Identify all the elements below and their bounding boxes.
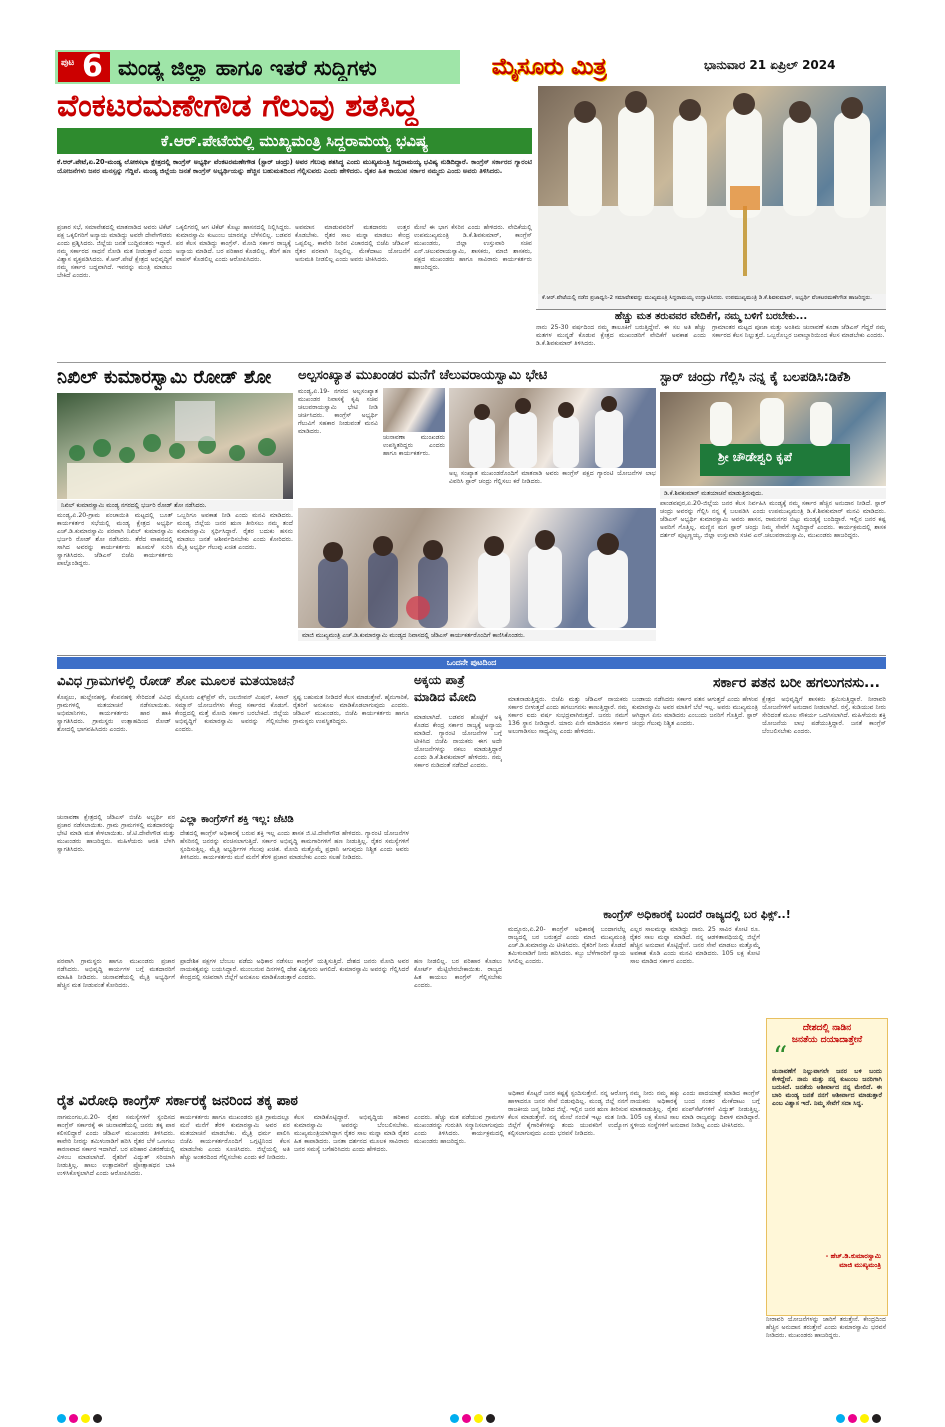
- govt-col2: ಬಂಡಾಯ ನಡೆಸಿದರು ಸರ್ಕಾರ ಪತನ ಆಗುತ್ತದೆ ಎಂದು ಹೇಳುವ ಕುಮಾರಸ್ವಾಮಿ ಅವರ ಮಾತಿಗೆ ಬೆಲೆ ಇಲ್ಲ. ಅವರು ಮುಖ್ಯಮಂತ್ರಿ ಆಗಿದ್ದಾಗ ಏನು ಮಾಡಿದರು ಎಂಬುದು ಜನರಿಗೆ ಗೊತ್ತಿದೆ. ಸ್ಟಾರ್ ಚಂದ್ರು ಗೆಲುವು ನಿಶ್ಚಿತ ಎಂದರು.: [632, 696, 758, 727]
- lead-intro-text: ಕೆ.ಆರ್.ಪೇಟೆ,ಏ.20-ಮಂಡ್ಯ ಲೋಕಸಭಾ ಕ್ಷೇತ್ರದಲ್ಲಿ ಕಾಂಗ್ರೆಸ್ ಅಭ್ಯರ್ಥಿ ವೆಂಕಟರಮಣೇಗೌಡ (ಸ್ಟಾರ್ ಚಂದ್ರು) ಅವರ ಗೆಲುವು ಶತಸಿದ್ಧ ಎಂದು ಮುಖ್ಯಮಂತ್ರಿ ಸಿದ್ದರಾಮಯ್ಯ ಭವಿಷ್ಯ ನುಡಿದಿದ್ದಾರೆ.: [57, 158, 469, 166]
- power-headline: ಕಾಂಗ್ರೆಸ್ ಅಧಿಕಾರಕ್ಕೆ ಬಂದರೆ ರಾಜ್ಯದಲ್ಲಿ ಬರ ಫಿಕ್ಸ್..!: [603, 908, 791, 921]
- farmer-col2: ಕಾರ್ಯಕರ್ತರು ಹಾಗೂ ಮುಖಂಡರು ಪ್ರತಿ ಗ್ರಾಮದಲ್ಲೂ ಮನೆ ಮನೆಗೆ ತೆರಳಿ ಕುಮಾರಸ್ವಾಮಿ ಅವರ ಪರ ಮತಯಾಚನೆ ಮಾಡಬೇಕು. ಮೈತ್ರಿ ಧರ್ಮ ಪಾಲಿಸಿ ಬಿಜೆಪಿ ಕಾರ್ಯಕರ್ತರೊಂದಿಗೆ ಒಗ್ಗಟ್ಟಿನಿಂದ ಕೆಲಸ ಮಾಡಬೇಕು ಎಂದು ಸೂಚಿಸಿದರು. ಜಿಲ್ಲೆಯಲ್ಲಿ ಅತಿ ಹೆಚ್ಚು ಅಂತರದಿಂದ ಗೆಲ್ಲಿಸಬೇಕು ಎಂದು ಕರೆ ನೀಡಿದರು.: [180, 1114, 290, 1161]
- lead-body-col4: ಮೇಲೆ ಈ ಭಾಗ ಕೆಸರಿನ ಎಂದು ಹೇಳಿದರು. ವೇದಿಕೆಯಲ್ಲಿ ಉಪಮುಖ್ಯಮಂತ್ರಿ ಡಿ.ಕೆ.ಶಿವಕುಮಾರ್, ಕಾಂಗ್ರೆಸ್ ಮುಖಂಡರು, ಜಿಲ್ಲಾ ಉಸ್ತುವಾರಿ ಸಚಿವ ಎನ್.ಚಲುವರಾಯಸ್ವಾಮಿ, ಶಾಸಕರು, ಮಾಜಿ ಶಾಸಕರು, ಪಕ್ಷದ ಮುಖಂಡರು ಹಾಗೂ ಸಾವಿರಾರು ಕಾರ್ಯಕರ್ತರು ಹಾಜರಿದ್ದರು.: [414, 224, 532, 271]
- continued-bar: [57, 657, 886, 669]
- lead-subhead: ಕೆ.ಆರ್.ಪೇಟೆಯಲ್ಲಿ ಮುಖ್ಯಮಂತ್ರಿ ಸಿದ್ದರಾಮಯ್ಯ ಭವಿಷ್ಯ: [160, 132, 429, 150]
- section-title: ಮಂಡ್ಯ ಜಿಲ್ಲಾ ಹಾಗೂ ಇತರೆ ಸುದ್ದಿಗಳು: [118, 56, 377, 80]
- visit-photo: [449, 388, 656, 468]
- divider: [57, 655, 886, 656]
- continued-label: ಒಂದನೇ ಪುಟದಿಂದ: [446, 658, 497, 667]
- govt-headline: ಸರ್ಕಾರ ಪತನ ಬರೀ ಹಗಲುಗನಸು...: [712, 675, 880, 691]
- akkaya-headline-line1: ಅಕ್ಕಯ ಪಾತ್ರೆ: [414, 673, 465, 687]
- visit-col1: ಮಂಡ್ಯ,ಏ.19- ನಗರದ ಅಲ್ಪಸಂಖ್ಯಾತ ಮುಖಂಡರ ನಿವಾಸಕ್ಕೆ ಕೃಷಿ ಸಚಿವ ಚಲುವರಾಯಸ್ವಾಮಿ ಭೇಟಿ ನೀಡಿ ಚರ್ಚಿಸಿದರು. ಕಾಂಗ್ರೆಸ್ ಅಭ್ಯರ್ಥಿ ಗೆಲುವಿಗೆ ಸಹಕಾರ ನೀಡುವಂತೆ ಮನವಿ ಮಾಡಿದರು.: [298, 388, 378, 435]
- visit-group: [449, 388, 656, 468]
- lead-photo-caption: ಕೆ.ಆರ್.ಪೇಟೆಯಲ್ಲಿ ನಡೆದ ಪ್ರಜಾಧ್ವನಿ-2 ಸಮಾವೇಶವನ್ನು ಮುಖ್ಯಮಂತ್ರಿ ಸಿದ್ದರಾಮಯ್ಯ ಉದ್ಘಾಟಿಸಿದರು. ಉಪಮುಖ್ಯಮಂತ್ರಿ ಡಿ.ಕೆ.ಶಿವಕುಮಾರ್, ಅಭ್ಯರ್ಥಿ ವೆಂಕಟರಮಣೇಗೌಡ ಹಾಜರಿದ್ದರು.: [538, 294, 886, 310]
- farmer-col3: ಕೆಲಸ ಮಾಡಿಕೊಟ್ಟಿದ್ದಾರೆ. ಅಭಿವೃದ್ಧಿಯ ಹರಿಕಾರ ಕುಮಾರಸ್ವಾಮಿ ಅವರನ್ನು ಬೆಂಬಲಿಸಬೇಕು. ಮುಖ್ಯಮಂತ್ರಿಯಾಗಿದ್ದಾಗ ರೈತರ ಸಾಲ ಮನ್ನಾ ಮಾಡಿ ರೈತರ ಹಿತ ಕಾಪಾಡಿದರು. ಜನತಾ ದರ್ಶನದ ಮೂಲಕ ಸಾವಿರಾರು ಜನರ ಸಮಸ್ಯೆ ಬಗೆಹರಿಸಿದರು ಎಂದು ಹೇಳಿದರು.: [294, 1114, 409, 1153]
- star-stage: [660, 392, 886, 486]
- farmer-headline: ರೈತ ವಿರೋಧಿ ಕಾಂಗ್ರೆಸ್ ಸರ್ಕಾರಕ್ಕೆ ಜನರಿಂದ ತಕ್ಕ ಪಾಠ: [57, 1093, 298, 1109]
- roadshow-col2: ಒಬ್ಬರಿಗೂ ಅವಕಾಶ ನೀಡಿ ಎಂದು ಮನವಿ ಮಾಡಿದರು. ಮಂಡ್ಯ ಜಿಲ್ಲೆಯ ಜನರ ಋಣ ತೀರಿಸಲು ನಮ್ಮ ತಂದೆ ಕುಮಾರಸ್ವಾಮಿ ಸ್ಪರ್ಧಿಸಿದ್ದಾರೆ. ರೈತರ ಬದುಕು ಹಸನು ಮಾಡಲು ಜನತೆ ಆಶೀರ್ವದಿಸಬೇಕು ಎಂದು ಕೋರಿದರು. ಮೈತ್ರಿ ಅಭ್ಯರ್ಥಿ ಗೆಲುವು ಖಚಿತ ಎಂದರು.: [177, 512, 293, 551]
- akkaya-body: ಮಾಡಲಾಗಿದೆ. ಬಡವರ ಹೊಟ್ಟೆಗೆ ಅಕ್ಕಿ ಕೊಡದ ಕೇಂದ್ರ ಸರ್ಕಾರ ರಾಜ್ಯಕ್ಕೆ ಅನ್ಯಾಯ ಮಾಡಿದೆ. ಗ್ಯಾರಂಟಿ ಯೋಜನೆಗಳ ಬಗ್ಗೆ ಟೀಕಿಸಿದ ಬಿಜೆಪಿ ನಾಯಕರು ಈಗ ಅದೇ ಯೋಜನೆಗಳನ್ನು ನಕಲು ಮಾಡುತ್ತಿದ್ದಾರೆ ಎಂದು ಡಿ.ಕೆ.ಶಿವಕುಮಾರ್ ಹೇಳಿದರು. ನಮ್ಮ ಸರ್ಕಾರ ನುಡಿದಂತೆ ನಡೆದಿದೆ ಎಂದರು.: [414, 714, 502, 769]
- visit-col3: ಅಲ್ಪ ಸಂಖ್ಯಾತ ಮುಖಂಡರೊಂದಿಗೆ ಮಾತನಾಡಿ ಅವರು ಕಾಂಗ್ರೆಸ್ ಪಕ್ಷದ ಗ್ಯಾರಂಟಿ ಯೋಜನೆಗಳ ಲಾಭ ವಿವರಿಸಿ ಸ್ಟಾರ್ ಚಂದ್ರು ಗೆಲ್ಲಿಸಲು ಕರೆ ನೀಡಿದರು.: [449, 470, 656, 485]
- lead-subhead-bar: [57, 128, 532, 154]
- visit-big-photo: [298, 508, 656, 628]
- roadshow-photo: [57, 393, 293, 499]
- govt-col3: ಕ್ಷೇತ್ರದ ಅಭಿವೃದ್ಧಿಗೆ ಶಾಸಕರು ಶ್ರಮಿಸುತ್ತಿದ್ದಾರೆ. ನೀರಾವರಿ ಯೋಜನೆಗಳಿಗೆ ಅನುದಾನ ನೀಡಲಾಗಿದೆ. ರಸ್ತೆ, ಕುಡಿಯುವ ನೀರು ಸೇರಿದಂತೆ ಮೂಲ ಸೌಕರ್ಯ ಒದಗಿಸಲಾಗಿದೆ. ಮಹಿಳೆಯರು ಶಕ್ತಿ ಯೋಜನೆಯ ಲಾಭ ಪಡೆಯುತ್ತಿದ್ದಾರೆ. ಜನತೆ ಕಾಂಗ್ರೆಸ್ ಬೆಂಬಲಿಸಬೇಕು ಎಂದರು.: [762, 696, 886, 735]
- farmer-col4: ಎಂದರು. ಹೆಚ್ಚು ಮತ ಪಡೆಯುವ ಗ್ರಾಮಗಳ ಮುಖಂಡರನ್ನು ಗುರುತಿಸಿ ಸನ್ಮಾನಿಸಲಾಗುವುದು ಎಂದು ತಿಳಿಸಿದರು. ಕಾರ್ಯಕ್ರಮದಲ್ಲಿ ಮುಖಂಡರು ಹಾಜರಿದ್ದರು.: [414, 1114, 504, 1145]
- congress-headline: ಎಲ್ಲಾ ಕಾಂಗ್ರೆಸ್‌ಗೆ ಶಕ್ತಿ ಇಲ್ಲ: ಜೆಟಿಡಿ: [180, 814, 294, 825]
- star-banner-text: ಶ್ರೀ ಚೌಡೇಶ್ವರಿ ಕೃಪೆ: [718, 450, 792, 464]
- power-col5: ನಮ್ಮ ನೀರು ನಮ್ಮ ಹಕ್ಕು ಎಂದು ಪಾದಯಾತ್ರೆ ಮಾಡಿದ ಕಾಂಗ್ರೆಸ್ ನಾಯಕರು ಅಧಿಕಾರಕ್ಕೆ ಬಂದ ನಂತರ ಮೇಕೆದಾಟು ಬಗ್ಗೆ ಮಾತನಾಡುತ್ತಿಲ್ಲ. ರೈತರ ಪಂಪ್‌ಸೆಟ್‌ಗಳಿಗೆ ವಿದ್ಯುತ್ ನೀಡುತ್ತಿಲ್ಲ. 105 ಲಕ್ಷ ಕೋಟಿ ಸಾಲ ಮಾಡಿ ರಾಜ್ಯವನ್ನು ದಿವಾಳಿ ಮಾಡಿದ್ದಾರೆ. ಸ್ಥಳೀಯ ಸಂಸ್ಥೆಗಳಿಗೆ ಅನುದಾನ ನೀಡಿಲ್ಲ ಎಂದು ಟೀಕಿಸಿದರು.: [630, 1090, 760, 1129]
- roadshow-col1: ಮಂಡ್ಯ,ಏ.20-ಗ್ರಾಮ ಪಂಚಾಯಿತಿ ಮಟ್ಟದಲ್ಲಿ ಬೂತ್ ಕಾರ್ಯಕರ್ತರ ಸಭೆಯಲ್ಲಿ ಮಂಡ್ಯ ಕ್ಷೇತ್ರದ ಅಭ್ಯರ್ಥಿ ಎಚ್.ಡಿ.ಕುಮಾರಸ್ವಾಮಿ ಪರವಾಗಿ ನಿಖಿಲ್ ಕುಮಾರಸ್ವಾಮಿ ಭರ್ಜರಿ ರೋಡ್ ಶೋ ನಡೆಸಿದರು. ತೆರೆದ ವಾಹನದಲ್ಲಿ ಸಾಗಿದ ಅವರನ್ನು ಕಾರ್ಯಕರ್ತರು ಹೂಮಳೆ ಸುರಿಸಿ ಸ್ವಾಗತಿಸಿದರು. ಜೆಡಿಎಸ್ ಬಿಜೆಪಿ ಕಾರ್ಯಕರ್ತರು ಪಾಲ್ಗೊಂಡಿದ್ದರು.: [57, 512, 173, 567]
- lead-photo: [538, 86, 886, 294]
- govt-col1: ಮಾತನಾಡುತ್ತಿದ್ದರು. ಬಿಜೆಪಿ ಮತ್ತು ಜೆಡಿಎಸ್ ನಾಯಕರು ಸರ್ಕಾರ ಬೀಳುತ್ತದೆ ಎಂದು ಹಗಲುಗನಸು ಕಾಣುತ್ತಿದ್ದಾರೆ. ನಮ್ಮ ಸರ್ಕಾರ ಐದು ವರ್ಷ ಸುಭದ್ರವಾಗಿರುತ್ತದೆ. ಜನರು ನಮಗೆ 136 ಸ್ಥಾನ ನೀಡಿದ್ದಾರೆ. ಯಾರು ಏನೇ ಮಾಡಿದರೂ ಸರ್ಕಾರ ಅಲುಗಾಡಿಸಲು ಸಾಧ್ಯವಿಲ್ಲ ಎಂದು ಹೇಳಿದರು.: [508, 696, 628, 735]
- star-caption: ಡಿ.ಕೆ.ಶಿವಕುಮಾರ್ ಮತಯಾಚನೆ ಮಾಡುತ್ತಿರುವುದು.: [660, 488, 886, 499]
- farmer-col1: ನಾಗಮಂಗಲ,ಏ.20- ರೈತರ ಸಮಸ್ಯೆಗಳಿಗೆ ಸ್ಪಂದಿಸದ ಕಾಂಗ್ರೆಸ್ ಸರ್ಕಾರಕ್ಕೆ ಈ ಚುನಾವಣೆಯಲ್ಲಿ ಜನರು ತಕ್ಕ ಪಾಠ ಕಲಿಸಲಿದ್ದಾರೆ ಎಂದು ಜೆಡಿಎಸ್ ಮುಖಂಡರು ತಿಳಿಸಿದರು. ಕಾವೇರಿ ನೀರನ್ನು ತಮಿಳುನಾಡಿಗೆ ಹರಿಸಿ ರೈತರ ಬೆಳೆ ಒಣಗಲು ಕಾರಣವಾದ ಸರ್ಕಾರ ಇದಾಗಿದೆ. ಬರ ಪರಿಹಾರ ವಿತರಣೆಯಲ್ಲಿ ವಿಳಂಬ ಮಾಡಲಾಗಿದೆ. ರೈತರಿಗೆ ವಿದ್ಯುತ್ ಸರಿಯಾಗಿ ನೀಡುತ್ತಿಲ್ಲ. ಹಾಲು ಉತ್ಪಾದಕರಿಗೆ ಪ್ರೋತ್ಸಾಹಧನ ಬಾಕಿ ಉಳಿಸಿಕೊಳ್ಳಲಾಗಿದೆ ಎಂದು ಆರೋಪಿಸಿದರು.: [57, 1114, 175, 1177]
- village-col1: ಕೊಪ್ಪಲು, ಹುಲ್ಲೇನಹಳ್ಳಿ, ಕೆಂಪನಹಳ್ಳಿ ಸೇರಿದಂತೆ ವಿವಿಧ ಗ್ರಾಮಗಳಲ್ಲಿ ಮತಯಾಚನೆ ನಡೆಸಲಾಯಿತು. ಅಭಿಮಾನಿಗಳು, ಕಾರ್ಯಕರ್ತರು ಹಾರ ಹಾಕಿ ಸ್ವಾಗತಿಸಿದರು. ಗ್ರಾಮಸ್ಥರು ಉತ್ಸಾಹದಿಂದ ರೋಡ್ ಶೋದಲ್ಲಿ ಭಾಗವಹಿಸಿದರು ಎಂದರು.: [57, 694, 171, 733]
- star-photo: [660, 392, 886, 486]
- page-label: ಪುಟ: [61, 58, 75, 68]
- boxed-heading: ಹೆಚ್ಚು ಮತ ತರುವವರ ವೇದಿಕೆಗೆ, ನಮ್ಮ ಬಳಿಗೆ ಬರಬೇಕು...: [614, 311, 808, 322]
- power-col3: ನೀರಾವರಿ ಯೋಜನೆಗಳನ್ನು ಜಾರಿಗೆ ತರುತ್ತೇನೆ. ಕೇಂದ್ರದಿಂದ ಹೆಚ್ಚಿನ ಅನುದಾನ ತರುತ್ತೇನೆ ಎಂದು ಕುಮಾರಸ್ವಾಮಿ ಭರವಸೆ ನೀಡಿದರು. ಮುಖಂಡರು ಹಾಜರಿದ್ದರು.: [766, 1316, 886, 1339]
- boxed-heading-bar: [536, 309, 886, 323]
- lead-body-col1: ಪ್ರಚಾರ ಸಭೆ, ಸಮಾವೇಶದಲ್ಲಿ ಮಾತನಾಡಿದ ಅವರು ಟಿಕೆಟ್ ಪಕ್ಷ ಒಕ್ಕಲಿಗರಿಗೆ ಅನ್ಯಾಯ ಮಾಡಿದ್ದು ಅವರೇ ದೇವೇಗೌಡರು ಎಂದು ಪ್ರಶ್ನಿಸಿದರು. ಜಿಲ್ಲೆಯ ಜನತೆ ಬುದ್ದಿವಂತರು ಇದ್ದಾರೆ. ನಮ್ಮ ಸರ್ಕಾರದ ಸಾಧನೆ ನೋಡಿ ಮತ ನೀಡುತ್ತಾರೆ ಎಂದು ವಿಶ್ವಾಸ ವ್ಯಕ್ತಪಡಿಸಿದರು. ಕೆ.ಆರ್.ಪೇಟೆ ಕ್ಷೇತ್ರದ ಅಭಿವೃದ್ಧಿಗೆ ನಮ್ಮ ಸರ್ಕಾರ ಬದ್ಧವಾಗಿದೆ. ಇವರನ್ನು ಮಂತ್ರಿ ಮಾಡಲು ಬೇಕಿದೆ ಎಂದರು.: [57, 224, 172, 279]
- star-body: ಪಾಂಡವಪುರ,ಏ.20-ಜಿಲ್ಲೆಯ ಜನರ ಕೆಲಸ ನಿರ್ವಹಿಸಿ ಮಂಡ್ಯಕ್ಕೆ ನಮ್ಮ ಸರ್ಕಾರ ಹೆಚ್ಚಿನ ಅನುದಾನ ನೀಡಿದೆ. ಸ್ಟಾರ್ ಚಂದ್ರು ಅವರನ್ನು ಗೆಲ್ಲಿಸಿ ನನ್ನ ಕೈ ಬಲಪಡಿಸಿ ಎಂದು ಉಪಮುಖ್ಯಮಂತ್ರಿ ಡಿ.ಕೆ.ಶಿವಕುಮಾರ್ ಮನವಿ ಮಾಡಿದರು. ಜೆಡಿಎಸ್ ಅಭ್ಯರ್ಥಿ ಕುಮಾರಸ್ವಾಮಿ ಅವರು ಹಾಸನ, ರಾಮನಗರ ಬಿಟ್ಟು ಮಂಡ್ಯಕ್ಕೆ ಬಂದಿದ್ದಾರೆ. ಇಲ್ಲಿನ ಜನರ ಕಷ್ಟ ಅವರಿಗೆ ಗೊತ್ತಿಲ್ಲ. ಮಣ್ಣಿನ ಮಗ ಸ್ಟಾರ್ ಚಂದ್ರು ನಿಮ್ಮ ಸೇವೆಗೆ ಸಿದ್ಧರಿದ್ದಾರೆ ಎಂದರು. ಕಾರ್ಯಕ್ರಮದಲ್ಲಿ ಶಾಸಕ ದರ್ಶನ್ ಪುಟ್ಟಣ್ಣಯ್ಯ, ಜಿಲ್ಲಾ ಉಸ್ತುವಾರಿ ಸಚಿವ ಎನ್.ಚಲುವರಾಯಸ್ವಾಮಿ, ಮುಖಂಡರು ಹಾಜರಿದ್ದರು.: [660, 500, 886, 539]
- visit-col2: ಚುನಾವಣಾ ಮುಂಖಡರು ಉಪಸ್ಥಿತರಿದ್ದರು ಎಂದರು ಹಾಗೂ ಕಾರ್ಯಕರ್ತರು.: [383, 434, 445, 457]
- paper-name: ಮೈಸೂರು ಮಿತ್ರ: [492, 54, 607, 80]
- congress-col1: ಚುನಾವಣಾ ಕ್ಷೇತ್ರದಲ್ಲಿ ಜೆಡಿಎಸ್ ಬಿಜೆಪಿ ಅಭ್ಯರ್ಥಿ ಪರ ಪ್ರಚಾರ ನಡೆಸಲಾಯಿತು. ಗ್ರಾಮ ಗ್ರಾಮಗಳಲ್ಲಿ ಮತದಾರರನ್ನು ಭೇಟಿ ಮಾಡಿ ಮತ ಕೇಳಲಾಯಿತು. ಜೆ.ಟಿ.ದೇವೇಗೌಡ ಮತ್ತು ಮುಖಂಡರು ಹಾಜರಿದ್ದರು. ಮಹಿಳೆಯರು ಆರತಿ ಬೆಳಗಿ ಸ್ವಾಗತಿಸಿದರು.: [57, 814, 175, 853]
- power-col2: ಎಲ್ಲರ ಸಾಲಮನ್ನಾ ಮಾಡಿದ್ದು ನಾನು. 25 ಸಾವಿರ ಕೋಟಿ ರೂ. ರೈತರ ಸಾಲ ಮನ್ನಾ ಮಾಡಿದೆ. ನನ್ನ ಆಡಳಿತಾವಧಿಯಲ್ಲಿ ಜಿಲ್ಲೆಗೆ ಹೆಚ್ಚಿನ ಅನುದಾನ ಕೊಟ್ಟಿದ್ದೇನೆ. ಜನರ ಸೇವೆ ಮಾಡಲು ಮತ್ತೊಮ್ಮೆ ಅವಕಾಶ ಕೊಡಿ ಎಂದು ಮನವಿ ಮಾಡಿದರು. 105 ಲಕ್ಷ ಕೋಟಿ ಸಾಲ ಮಾಡಿದ ಸರ್ಕಾರ ಎಂದರು.: [630, 926, 760, 965]
- power-col1: ಮದ್ದೂರು,ಏ.20- ಕಾಂಗ್ರೆಸ್ ಅಧಿಕಾರಕ್ಕೆ ಬಂದಾಗಲೆಲ್ಲ ರಾಜ್ಯದಲ್ಲಿ ಬರ ಬರುತ್ತದೆ ಎಂದು ಮಾಜಿ ಮುಖ್ಯಮಂತ್ರಿ ಎಚ್.ಡಿ.ಕುಮಾರಸ್ವಾಮಿ ಟೀಕಿಸಿದರು. ರೈತರಿಗೆ ನೀರು ಕೊಡದೆ ತಮಿಳುನಾಡಿಗೆ ನೀರು ಹರಿಸಿದರು. ಕಬ್ಬು ಬೆಳೆಗಾರರಿಗೆ ನ್ಯಾಯ ಸಿಗಲಿಲ್ಲ ಎಂದರು.: [508, 926, 626, 965]
- quote-mark-icon: “: [773, 1040, 788, 1073]
- color-registration-right: [836, 1408, 884, 1427]
- akkaya-body2: ಹಣ ನೀಡಲಿಲ್ಲ. ಬರ ಪರಿಹಾರ ಕೊಡಲು ಕೋರ್ಟ್ ಮೆಟ್ಟಿಲೇರಬೇಕಾಯಿತು. ರಾಜ್ಯದ ಹಿತ ಕಾಯಲು ಕಾಂಗ್ರೆಸ್ ಗೆಲ್ಲಿಸಬೇಕು ಎಂದರು.: [414, 958, 502, 989]
- color-registration-center: [450, 1408, 498, 1427]
- quote-attribution-line1: - ಹೆಚ್.ಡಿ.ಕುಮಾರಸ್ವಾಮಿ: [825, 1252, 881, 1260]
- lead-intro: ಕೆ.ಆರ್.ಪೇಟೆ,ಏ.20-ಮಂಡ್ಯ ಲೋಕಸಭಾ ಕ್ಷೇತ್ರದಲ್ಲಿ ಕಾಂಗ್ರೆಸ್ ಅಭ್ಯರ್ಥಿ ವೆಂಕಟರಮಣೇಗೌಡ (ಸ್ಟಾರ್ ಚಂದ್ರು) ಅವರ ಗೆಲುವು ಶತಸಿದ್ಧ ಎಂದು ಮುಖ್ಯಮಂತ್ರಿ ಸಿದ್ದರಾಮಯ್ಯ ಭವಿಷ್ಯ ನುಡಿದಿದ್ದಾರೆ. ಕಾಂಗ್ರೆಸ್ ಸರ್ಕಾರದ ಗ್ಯಾರಂಟಿ ಯೋಜನೆಗಳು ಜನರ ಮನಸ್ಸನ್ನು ಗೆದ್ದಿವೆ. ಮಂಡ್ಯ ಜಿಲ್ಲೆಯ ಜನತೆ ಕಾಂಗ್ರೆಸ್ ಅಭ್ಯರ್ಥಿಯನ್ನು ಹೆಚ್ಚಿನ ಬಹುಮತದಿಂದ ಗೆಲ್ಲಿಸುವರು ಎಂದು ಹೇಳಿದರು. ರೈತರ ಹಿತ ಕಾಯುವ ಸರ್ಕಾರ ನಮ್ಮದು ಎಂದು ಅವರು ತಿಳಿಸಿದರು.: [57, 158, 532, 175]
- page-number-box: [58, 49, 110, 84]
- roadshow-crowd: [57, 393, 293, 499]
- divider: [57, 362, 886, 363]
- roadshow-headline: ನಿಖಿಲ್ ಕುಮಾರಸ್ವಾಮಿ ರೋಡ್ ಶೋ: [57, 367, 272, 388]
- village-headline: ವಿವಿಧ ಗ್ರಾಮಗಳಲ್ಲಿ ರೋಡ್ ಶೋ ಮೂಲಕ ಮತಯಾಚನೆ: [57, 674, 295, 689]
- visit-big-group: [298, 508, 656, 628]
- quote-box: [766, 1018, 888, 1316]
- lead-headline: ವೆಂಕಟರಮಣೇಗೌಡ ಗೆಲುವು ಶತಸಿದ್ಧ: [57, 88, 418, 124]
- akkaya-headline: [414, 672, 500, 712]
- roadshow-caption: ನಿಖಿಲ್ ಕುಮಾರಸ್ವಾಮಿ ಮಂಡ್ಯ ನಗರದಲ್ಲಿ ಭರ್ಜರಿ ರೋಡ್ ಶೋ ನಡೆಸಿದರು.: [57, 500, 293, 511]
- lead-photo-figures: [538, 86, 886, 294]
- power-col4: ಅಧಿಕಾರ ಕೊಟ್ಟರೆ ಜನರ ಕಷ್ಟಕ್ಕೆ ಸ್ಪಂದಿಸುತ್ತೇನೆ. ನನ್ನ ಆರೋಗ್ಯ ಹಾಳಾದರೂ ಜನರ ಸೇವೆ ಬಿಡುವುದಿಲ್ಲ. ಮಂಡ್ಯ ಜಿಲ್ಲೆ ನನಗೆ ರಾಜಕೀಯ ಜನ್ಮ ನೀಡಿದ ಜಿಲ್ಲೆ. ಇಲ್ಲಿನ ಜನರ ಋಣ ತೀರಿಸುವ ಕೆಲಸ ಮಾಡುತ್ತೇನೆ. ನನ್ನ ಮೇಲೆ ನಂಬಿಕೆ ಇಟ್ಟು ಮತ ನೀಡಿ. ಜಿಲ್ಲೆಗೆ ಕೈಗಾರಿಕೆಗಳನ್ನು ತಂದು ಯುವಕರಿಗೆ ಉದ್ಯೋಗ ಕಲ್ಪಿಸಲಾಗುವುದು ಎಂದು ಭರವಸೆ ನೀಡಿದರು.: [508, 1090, 628, 1137]
- village-col2: ಮೈಸೂರು ಎಕ್ಸ್‌ಪ್ರೆಸ್ ವೇ, ಜಲಜೀವನ್ ಮಿಷನ್, ಕಿಸಾನ್ ಸಮ್ಮಾನ್ ಯೋಜನೆಗಳು ಕೇಂದ್ರ ಸರ್ಕಾರದ ಕೊಡುಗೆ. ಕೇಂದ್ರದಲ್ಲಿ ಮತ್ತೆ ಮೋದಿ ಸರ್ಕಾರ ಬರಬೇಕಿದೆ. ಜಿಲ್ಲೆಯ ಅಭಿವೃದ್ಧಿಗೆ ಕುಮಾರಸ್ವಾಮಿ ಅವರನ್ನು ಗೆಲ್ಲಿಸಬೇಕು ಎಂದರು.: [175, 694, 289, 733]
- quote-heading-line1: ದೇಶದಲ್ಲಿ ನಾಡಿನ: [802, 1023, 852, 1033]
- visit-inset-photo: [383, 388, 445, 432]
- star-headline: ಸ್ಟಾರ್ ಚಂದ್ರು ಗೆಲ್ಲಿಸಿ ನನ್ನ ಕೈ ಬಲಪಡಿಸಿ:ಡಿಕೆಶಿ: [660, 370, 851, 385]
- color-registration-left: [57, 1408, 105, 1427]
- boxed-col2: ಗ್ರಾಮಾಂತರ ಮಟ್ಟದ ಪೂಜಾ ಮತ್ತು ಅಂತಿಮ ಚುನಾವಣೆ ಕೂಡಾ ಜೆಡಿಎಸ್ ಗೆದ್ದರೆ ನಮ್ಮ ಸರ್ಕಾರದ ಕೆಲಸ ನಿಲ್ಲುತ್ತದೆ. ಒಬ್ಬರೊಬ್ಬರ ಜವಾಬ್ದಾರಿಯಿಂದ ಕೆಲಸ ಮಾಡಬೇಕು ಎಂದರು.: [712, 324, 886, 339]
- visit-headline: ಅಲ್ಪಸಂಖ್ಯಾತ ಮುಖಂಡರ ಮನೆಗೆ ಚೆಲುವರಾಯಸ್ವಾಮಿ ಭೇಟಿ: [298, 368, 548, 383]
- quote-attribution-line2: ಮಾಜಿ ಮುಖ್ಯಮಂತ್ರಿ: [839, 1261, 881, 1269]
- congress-col2b: ಪ್ರಾದೇಶಿಕ ಪಕ್ಷಗಳ ಬೆಂಬಲ ಪಡೆದು ಅಧಿಕಾರ ನಡೆಸಲು ಕಾಂಗ್ರೆಸ್ ಯತ್ನಿಸುತ್ತಿದೆ. ದೇಶದ ಜನರು ಮೋದಿ ಅವರ ನಾಯಕತ್ವವನ್ನು ಬಯಸಿದ್ದಾರೆ. ಮುಂಬರುವ ದಿನಗಳಲ್ಲಿ ದೇಶ ವಿಶ್ವಗುರು ಆಗಲಿದೆ. ಕುಮಾರಸ್ವಾಮಿ ಅವರನ್ನು ಗೆಲ್ಲಿಸಿದರೆ ಕೇಂದ್ರದಲ್ಲಿ ಸಚಿವರಾಗಿ ಜಿಲ್ಲೆಗೆ ಅನುಕೂಲ ಮಾಡಿಕೊಡುತ್ತಾರೆ ಎಂದರು.: [180, 958, 409, 981]
- congress-col2: ದೇಶದಲ್ಲಿ ಕಾಂಗ್ರೆಸ್ ಅಧಿಕಾರಕ್ಕೆ ಬರುವ ಶಕ್ತಿ ಇಲ್ಲ ಎಂದು ಶಾಸಕ ಜಿ.ಟಿ.ದೇವೇಗೌಡ ಹೇಳಿದರು. ಗ್ಯಾರಂಟಿ ಯೋಜನೆಗಳ ಹೆಸರಿನಲ್ಲಿ ಜನರನ್ನು ವಂಚಿಸಲಾಗುತ್ತಿದೆ. ಸರ್ಕಾರ ಅಭಿವೃದ್ಧಿ ಕಾಮಗಾರಿಗಳಿಗೆ ಹಣ ನೀಡುತ್ತಿಲ್ಲ. ರೈತರ ಸಮಸ್ಯೆಗಳಿಗೆ ಸ್ಪಂದಿಸುತ್ತಿಲ್ಲ. ಮೈತ್ರಿ ಅಭ್ಯರ್ಥಿಗಳ ಗೆಲುವು ಖಚಿತ. ಮೋದಿ ಮತ್ತೊಮ್ಮೆ ಪ್ರಧಾನಿ ಆಗುವುದು ನಿಶ್ಚಿತ ಎಂದು ಅವರು ತಿಳಿಸಿದರು. ಕಾರ್ಯಕರ್ತರು ಮನೆ ಮನೆಗೆ ತೆರಳಿ ಪ್ರಚಾರ ಮಾಡಬೇಕು ಎಂದು ಸಲಹೆ ನೀಡಿದರು.: [180, 830, 409, 861]
- boxed-col1: ನಾನು 25-30 ವರ್ಷದಿಂದ ನಮ್ಮ ತಾಲೂಕಿಗೆ ಬರುತ್ತಿದ್ದೇನೆ. ಈ ಸಲ ಅತಿ ಹೆಚ್ಚು ಮತಗಳ ಮುನ್ನಡೆ ಕೊಡುವ ಕ್ಷೇತ್ರದ ಮುಖಂಡರಿಗೆ ವೇದಿಕೆಗೆ ಅವಕಾಶ ಎಂದು ಡಿ.ಕೆ.ಶಿವಕುಮಾರ್ ತಿಳಿಸಿದರು.: [536, 324, 706, 347]
- quote-text: ಚುನಾವಣೆಗೆ ನಿಲ್ಲುವಾಗಲೇ ಜನರ ಬಳಿ ಬಂದು ಕೇಳಿದ್ದೇನೆ. ನಾನು ಮತ್ತು ನನ್ನ ಕುಟುಂಬ ಜನರಿಗಾಗಿ ಬದುಕಿದೆ. ಜನತೆಯ ಆಶೀರ್ವಾದ ನನ್ನ ಮೇಲಿದೆ. ಈ ಬಾರಿ ಮಂಡ್ಯ ಜನತೆ ನನಗೆ ಆಶೀರ್ವಾದ ಮಾಡುತ್ತಾರೆ ಎಂಬ ವಿಶ್ವಾಸ ಇದೆ. ನಿಮ್ಮ ಸೇವೆಗೆ ಸದಾ ಸಿದ್ಧ.: [772, 1068, 882, 1107]
- lead-body-col3: ಅವಮಾನ ಮಾಡುವವರಿಗೆ ಮತದಾರರು ಉತ್ತರ ಕೊಡಬೇಕು. ರೈತರ ಸಾಲ ಮನ್ನಾ ಮಾಡಲು ಕೇಂದ್ರ ಒಪ್ಪಲಿಲ್ಲ. ಕಾವೇರಿ ನೀರಿನ ವಿಚಾರದಲ್ಲಿ ಬಿಜೆಪಿ ಜೆಡಿಎಸ್ ರೈತರ ಪರವಾಗಿ ನಿಲ್ಲಲಿಲ್ಲ. ಮೇಕೆದಾಟು ಯೋಜನೆಗೆ ಅನುಮತಿ ನೀಡಲಿಲ್ಲ ಎಂದು ಅವರು ಟೀಕಿಸಿದರು.: [295, 224, 410, 263]
- quote-heading-line2: ಜನತೆಯ ದಯಾದಾತ್ತೇನೆ: [791, 1035, 863, 1045]
- lead-body-col2: ಒಕ್ಕಲಿಗರಲ್ಲಿ ಆಗ ಟಿಕೆಟ್ ಕೊಟ್ಟು ಹಾಸನದಲ್ಲಿ ನಿಲ್ಲಿಸಿದ್ದರು. ಕುಮಾರಸ್ವಾಮಿ ಕುಟುಂಬ ಯಾರನ್ನೂ ಬೆಳೆಸಲಿಲ್ಲ. ಬಡವರ ಪರ ಕೆಲಸ ಮಾಡಿದ್ದು ಕಾಂಗ್ರೆಸ್. ಮೋದಿ ಸರ್ಕಾರ ರಾಜ್ಯಕ್ಕೆ ಅನ್ಯಾಯ ಮಾಡಿದೆ. ಬರ ಪರಿಹಾರ ಕೊಡಲಿಲ್ಲ. ತೆರಿಗೆ ಹಣ ವಾಪಸ್ ಕೊಡಲಿಲ್ಲ ಎಂದು ಆರೋಪಿಸಿದರು.: [176, 224, 291, 263]
- page-number: 6: [82, 49, 103, 84]
- akkaya-headline-line2: ಮಾಡಿದ ಮೋದಿ: [414, 690, 477, 704]
- village-col3: ಸ್ಪಷ್ಟ ಬಹುಮತ ನೀಡಿದರೆ ಕೆಲಸ ಮಾಡುತ್ತೇವೆ. ಹೈನುಗಾರಿಕೆ, ರೈತರಿಗೆ ಅನುಕೂಲ ಮಾಡಿಕೊಡಲಾಗುವುದು ಎಂದರು. ಜೆಡಿಎಸ್ ಮುಖಂಡರು, ಬಿಜೆಪಿ ಕಾರ್ಯಕರ್ತರು ಹಾಗೂ ಗ್ರಾಮಸ್ಥರು ಉಪಸ್ಥಿತರಿದ್ದರು.: [293, 694, 409, 725]
- issue-date: ಭಾನುವಾರ 21 ಏಪ್ರಿಲ್ 2024: [704, 58, 836, 72]
- visit-big-caption: ಮಾಜಿ ಮುಖ್ಯಮಂತ್ರಿ ಎಚ್.ಡಿ.ಕುಮಾರಸ್ವಾಮಿ ಮಂಡ್ಯದ ನಿವಾಸದಲ್ಲಿ ಜೆಡಿಎಸ್ ಕಾರ್ಯಕರ್ತರೊಂದಿಗೆ ಕಾಣಿಸಿಕೊಂಡರು.: [298, 630, 656, 641]
- village-col1b: ಪರವಾಗಿ ಗ್ರಾಮಸ್ಥರು ಹಾಗೂ ಮುಖಂಡರು ಪ್ರಚಾರ ನಡೆಸಿದರು. ಅಭಿವೃದ್ಧಿ ಕಾರ್ಯಗಳ ಬಗ್ಗೆ ಮತದಾರರಿಗೆ ಮಾಹಿತಿ ನೀಡಿದರು. ಚುನಾವಣೆಯಲ್ಲಿ ಮೈತ್ರಿ ಅಭ್ಯರ್ಥಿಗೆ ಹೆಚ್ಚಿನ ಮತ ನೀಡುವಂತೆ ಕೋರಿದರು.: [57, 958, 175, 989]
